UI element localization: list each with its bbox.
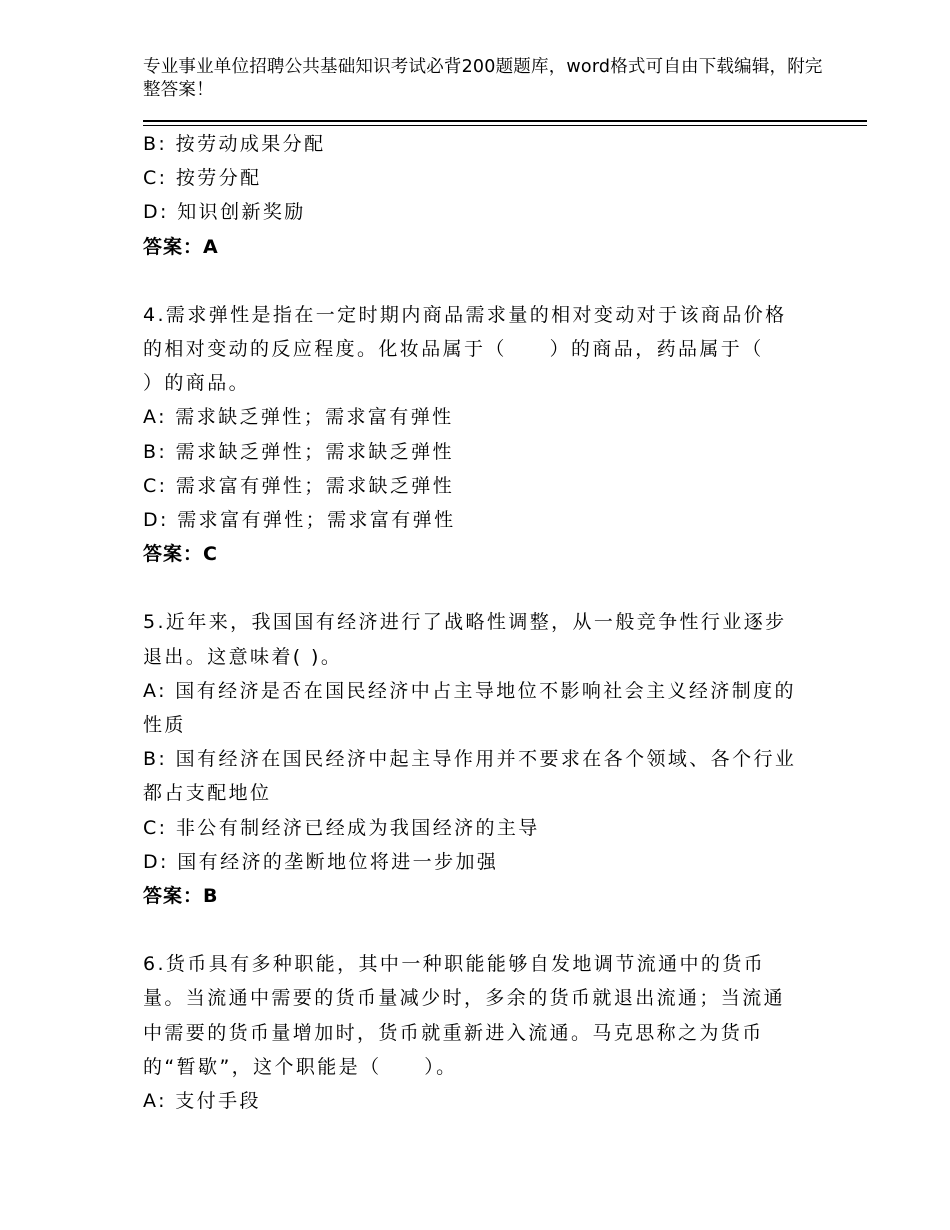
- option-line: C: 非公有制经济已经成为我国经济的主导: [143, 816, 540, 839]
- page-header: 专业事业单位招聘公共基础知识考试必背200题题库，word格式可自由下载编辑，附完整答案！: [143, 57, 823, 100]
- question-text: 的相对变动的反应程度。化妆品属于（ ）的商品，药品属于（: [143, 338, 764, 361]
- question-text: ）的商品。: [143, 372, 251, 395]
- option-line: C: 按劳分配: [143, 167, 262, 190]
- question-text: 的“暂歇”，这个职能是（ ）。: [143, 1055, 458, 1078]
- option-line: D: 国有经济的垄断地位将进一步加强: [143, 850, 499, 873]
- question-text: 中需要的货币量增加时，货币就重新进入流通。马克思称之为货币: [143, 1021, 764, 1044]
- header-rule-thick: [143, 120, 867, 122]
- option-line: A: 支付手段: [143, 1090, 261, 1113]
- option-line: 都占支配地位: [143, 782, 272, 805]
- option-line: 性质: [143, 714, 186, 737]
- spacer: [143, 571, 823, 605]
- question-text: 量。当流通中需要的货币量减少时，多余的货币就退出流通；当流通: [143, 987, 786, 1010]
- answer-line: 答案：B: [143, 885, 219, 908]
- question-text: 6.货币具有多种职能，其中一种职能能够自发地调节流通中的货币: [143, 953, 766, 976]
- option-line: C: 需求富有弹性；需求缺乏弹性: [143, 474, 455, 497]
- question-text: 5.近年来，我国国有经济进行了战略性调整，从一般竞争性行业逐步: [143, 611, 787, 634]
- option-line: A: 需求缺乏弹性；需求富有弹性: [143, 406, 454, 429]
- document-body: [143, 127, 823, 1118]
- option-line: B: 国有经济在国民经济中起主导作用并不要求在各个领域、各个行业: [143, 748, 797, 771]
- option-line: D: 需求富有弹性；需求富有弹性: [143, 509, 456, 532]
- question-text: 4.需求弹性是指在一定时期内商品需求量的相对变动对于该商品价格: [143, 303, 787, 326]
- answer-line: 答案：C: [143, 543, 218, 566]
- option-line: D: 知识创新奖励: [143, 201, 306, 224]
- option-line: B: 按劳动成果分配: [143, 133, 326, 155]
- option-line: B: 需求缺乏弹性；需求缺乏弹性: [143, 440, 454, 463]
- answer-line: 答案：A: [143, 235, 219, 258]
- question-text: 退出。这意味着( )。: [143, 645, 343, 668]
- spacer: [143, 913, 823, 947]
- header-rule-thin: [143, 125, 867, 126]
- option-line: A: 国有经济是否在国民经济中占主导地位不影响社会主义经济制度的: [143, 679, 796, 702]
- spacer: [143, 264, 823, 298]
